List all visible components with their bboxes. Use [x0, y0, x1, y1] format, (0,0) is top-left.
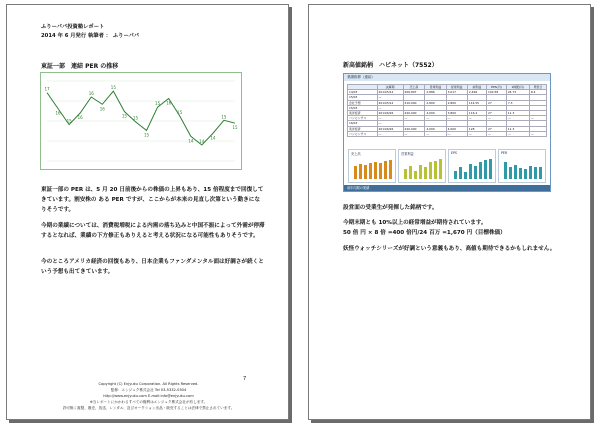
mini-bar: [454, 171, 457, 179]
table-cell: 210,000: [403, 100, 425, 105]
paragraph-earnings-outlook: 今期の業績については、消費税増税による内需の落ち込みと中国不振によって外需が停滞するとなれば、業績の下方修正もありえると考える状況になる可能性もありそうです。: [41, 223, 265, 239]
table-cell: 11.3: [506, 126, 529, 131]
table-cell: 2014/6/26: [377, 126, 403, 131]
mini-bar: [359, 164, 362, 179]
mini-bar-chart: [398, 149, 446, 183]
table-cell: ―: [377, 121, 403, 126]
table-cell: ―: [506, 131, 529, 136]
page-number: 7: [243, 376, 247, 382]
table-cell: 116.4: [467, 111, 486, 116]
mini-bar: [419, 165, 422, 179]
table-cell: 2014/5/12: [377, 100, 403, 105]
mini-bar: [439, 159, 442, 179]
per-section-title: 東証一部 連結 PER の推移: [41, 63, 119, 70]
table-cell: 24.73: [506, 90, 529, 95]
table-cell: ―: [487, 131, 507, 136]
table-cell: 220,000: [403, 126, 425, 131]
per-point-label: 14: [199, 139, 205, 144]
table-cell: ―: [425, 116, 446, 121]
paragraph-target-price: 今期末期とも 10%以上の経常増益が期待されています。 50 倍 円 × 8 倍 =400 倍円/24 百万 =1,670 円（目標株価）: [343, 220, 506, 236]
table-cell: 4,000: [425, 111, 446, 116]
table-cell: ―: [506, 116, 529, 121]
per-point-label: 15: [177, 109, 183, 115]
table-cell: 114.55: [467, 100, 486, 105]
mini-bar-chart: [448, 149, 496, 183]
table-cell: 2,800: [425, 100, 446, 105]
mini-bar: [479, 162, 482, 179]
mini-bar: [529, 166, 532, 179]
table-cell: 16/03: [348, 121, 378, 126]
mini-bar: [524, 169, 527, 179]
mini-bar: [519, 168, 522, 179]
per-point-label: 14: [188, 138, 194, 144]
paragraph-per-recovery: 東証一部の PER は、5 月 20 日前後からの株価の上昇もあり、15 倍程度まで回復してきています。割安株の ある PER ですが、ここからが本来の見直し次第という動きになりそうです。: [41, 187, 264, 213]
table-cell: 4,000: [446, 126, 467, 131]
footer-line: 許可無く複製、販売、放送、レンタル、及びオークション出品・販売することは法律で禁止されています。: [62, 406, 235, 410]
mini-bar: [484, 160, 487, 179]
table-cell: ―: [487, 116, 507, 121]
table-cell: 15/03: [348, 95, 378, 100]
financial-table: [347, 84, 547, 137]
per-point-label: 16: [166, 100, 172, 106]
table-cell: ―: [446, 131, 467, 136]
table-cell: 7.3: [506, 100, 529, 105]
per-point-label: 15: [110, 85, 116, 91]
mini-bar: [429, 162, 432, 179]
mini-bar: [364, 165, 367, 179]
table-cell: 東洋経済: [348, 111, 378, 116]
mini-bar: [514, 165, 517, 179]
per-point-label: 16: [88, 91, 94, 96]
per-point-label: 16: [77, 115, 83, 120]
stock-section-title: 新高値銘柄 ハピネット（7552）: [343, 62, 438, 69]
table-cell: ―: [377, 116, 403, 121]
table-cell: 2,496: [467, 90, 486, 95]
footer-line: Copyright (C) Enjyuku Corporation. All Rights Reserved.: [98, 382, 199, 386]
table-cell: ―: [403, 116, 425, 121]
per-line-chart: [40, 72, 242, 170]
mini-bar: [424, 167, 427, 179]
table-cell: 102.58: [487, 90, 507, 95]
report-issue-line: 2014 年 6 月発行 執筆者 ： ふりーパパ: [41, 33, 140, 39]
table-cell: 27: [487, 100, 507, 105]
table-header-cell: 純利益: [467, 85, 486, 90]
footer-line: http://www.enjyuku.com E-mail:info@enjyuku.com: [103, 394, 194, 398]
copyright-footer: [39, 381, 258, 411]
paragraph-stock-intro: 設営面の受業生が発揮した銘柄です。: [343, 205, 438, 211]
mini-chart-label: EPS: [451, 151, 457, 155]
table-cell: ―: [529, 116, 546, 121]
paragraph-yokai-watch: 妖怪ウォッチシリーズが好調という意義もあり、高値も期待できるかもしれません。: [343, 246, 556, 252]
per-point-label: 15: [221, 114, 227, 120]
table-cell: 2,886: [425, 90, 446, 95]
paragraph-us-economy: 今のところアメリカ経済の回復もあり、日本企業もファンダメンタル面は好調さが続くという予想も出てきています。: [41, 259, 264, 275]
table-cell: ―: [377, 105, 403, 110]
mini-bar: [489, 159, 492, 179]
table-cell: 4,000: [425, 126, 446, 131]
table-header-cell: 決算期: [377, 85, 403, 90]
table-header-cell: 経常利益: [446, 85, 467, 90]
table-cell: コンセンサス: [348, 116, 378, 121]
per-point-label: 16: [55, 110, 61, 116]
per-point-label: 15: [132, 115, 139, 121]
footer-line: 監修：エンジュク株式会社 Tel 03-5332-0304: [110, 388, 187, 392]
mini-bar: [539, 167, 542, 179]
table-cell: 3,800: [446, 111, 467, 116]
mini-chart-label: 営業利益: [401, 152, 414, 156]
per-series-line: [47, 91, 235, 145]
per-chart-svg: [41, 73, 241, 169]
table-cell: 27: [487, 111, 507, 116]
mini-bar: [434, 161, 437, 179]
table-cell: 8.4: [529, 90, 546, 95]
mini-bar-chart: [498, 149, 546, 183]
per-point-label: 14: [210, 135, 216, 141]
mini-bar: [409, 166, 412, 179]
mini-bar: [464, 172, 467, 179]
report-header: [41, 23, 139, 41]
table-header-cell: 売上高: [403, 85, 425, 90]
table-header-cell: 発表日: [529, 85, 546, 90]
mini-bar: [404, 169, 407, 179]
mini-bar: [369, 163, 372, 179]
per-point-label: 15: [66, 118, 72, 124]
mini-bar-chart: [348, 149, 396, 183]
per-point-label: 15: [155, 101, 161, 107]
table-cell: 27: [487, 126, 507, 131]
per-point-label: 15: [232, 125, 238, 131]
report-page-1: [6, 4, 289, 420]
mini-bar: [354, 166, 357, 179]
table-cell: 14/03: [348, 90, 378, 95]
mini-bar: [509, 167, 512, 179]
mini-bar: [504, 162, 507, 179]
per-point-label: 16: [99, 106, 105, 112]
per-point-label: 15: [143, 132, 150, 138]
table-cell: ―: [467, 116, 486, 121]
table-cell: 会社予想: [348, 100, 378, 105]
footer-line: ※当レポートにかかわるすべての権利はエンジュク株式会社が有します。: [89, 400, 208, 404]
panel-title: 業績推移（連結）: [344, 74, 550, 81]
table-header-cell: 営業利益: [425, 85, 446, 90]
table-cell: ―: [403, 131, 425, 136]
table-cell: 206,807: [403, 90, 425, 95]
table-row: [348, 131, 547, 136]
table-cell: 3,017: [446, 90, 467, 95]
table-cell: ―: [446, 116, 467, 121]
table-cell: 128: [467, 126, 486, 131]
table-cell: 2014/5/12: [377, 90, 403, 95]
mini-bar: [469, 164, 472, 179]
table-cell: 15/03: [348, 105, 378, 110]
table-cell: ―: [425, 131, 446, 136]
mini-chart-label: 売上高: [351, 152, 361, 156]
mini-bar: [374, 162, 377, 179]
table-cell: 東洋経済: [348, 126, 378, 131]
table-cell: 2,800: [446, 100, 467, 105]
mini-bar: [534, 167, 537, 179]
per-point-label: 15: [121, 113, 127, 119]
report-page-2: [308, 4, 591, 420]
table-cell: ―: [377, 95, 403, 100]
table-cell: 2014/6/26: [377, 111, 403, 116]
mini-bar: [379, 163, 382, 179]
panel-footer: 前年同期の業績: [344, 185, 550, 191]
per-point-label: 17: [44, 86, 50, 92]
mini-chart-label: PER: [501, 151, 508, 155]
table-header-cell: EPS(円): [487, 85, 507, 90]
table-cell: 11.3: [506, 111, 529, 116]
report-title: ふりーパパ投資塾レポート: [41, 24, 105, 30]
mini-bar: [384, 161, 387, 179]
mini-bar: [414, 171, 417, 179]
table-cell: ―: [377, 131, 403, 136]
mini-bar: [459, 167, 462, 179]
mini-bar: [389, 160, 392, 179]
table-cell: コンセンサス: [348, 131, 378, 136]
table-cell: ―: [529, 131, 546, 136]
table-header-cell: 1株配(円): [506, 85, 529, 90]
table-cell: 220,000: [403, 111, 425, 116]
table-cell: ―: [467, 131, 486, 136]
financial-summary-panel: [343, 73, 551, 192]
mini-bar: [474, 166, 477, 179]
